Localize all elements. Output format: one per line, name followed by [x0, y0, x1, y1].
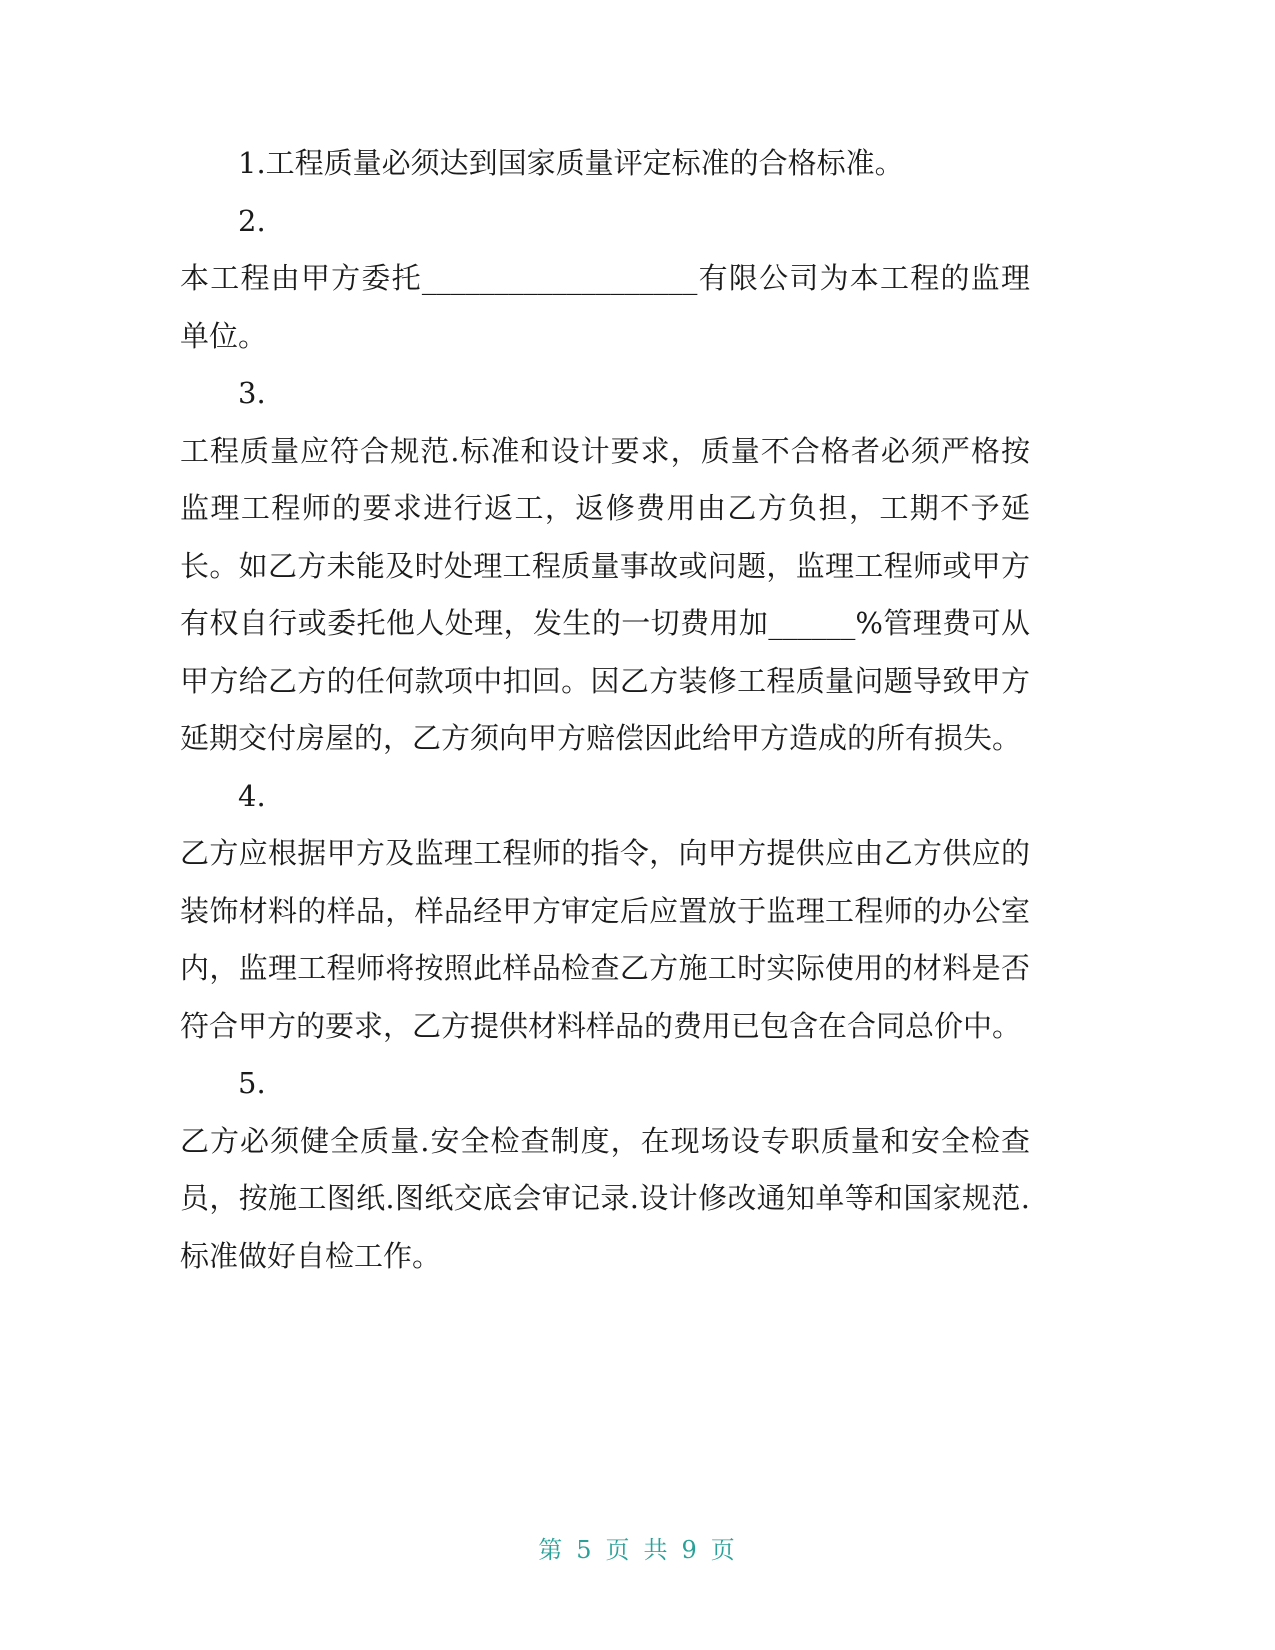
footer-label-unit: 页: [605, 1536, 632, 1564]
clause-number-3: 3.: [238, 376, 266, 410]
footer-current-page: 5: [576, 1536, 594, 1564]
footer-label-unit-2: 页: [710, 1536, 737, 1564]
clause-5-text: 乙方必须健全质量.安全检查制度，在现场设专职质量和安全检查员，按施工图纸.图纸交底会审记录.设计修改通知单等和国家规范.标准做好自检工作。: [180, 1123, 1030, 1273]
clause-number-4: 4.: [238, 778, 266, 813]
document-body: [180, 135, 1030, 1285]
page-footer: [0, 1530, 1275, 1565]
footer-label-page: 第: [538, 1536, 565, 1564]
clause-4-text: 乙方应根据甲方及监理工程师的指令，向甲方提供应由乙方供应的装饰材料的样品，样品经甲方审定后应置放于监理工程师的办公室内，监理工程师将按照此样品检查乙方施工时实际使用的材料是否符合甲方的要求，乙方提供材料样品的费用已包含在合同总价中。: [180, 836, 1030, 1043]
clause-number-2: 2.: [238, 203, 266, 238]
clause-3-text: 工程质量应符合规范.标准和设计要求，质量不合格者必须严格按监理工程师的要求进行返工，返修费用由乙方负担，工期不予延长。如乙方未能及时处理工程质量事故或问题，监理工程师或甲方有权自行或委托他人处理，发生的一切费用加______%管理费可从甲方给乙方的任何款项中扣回。因乙方装修工程质量问题导致甲方延期交付房屋的，乙方须向甲方赔偿因此给甲方造成的所有损失。: [180, 433, 1030, 755]
clause-2-text: 本工程由甲方委托___________________有限公司为本工程的监理单位。: [180, 261, 1030, 353]
footer-total-pages: 9: [681, 1536, 699, 1564]
clause-1: 1.工程质量必须达到国家质量评定标准的合格标准。: [238, 146, 904, 180]
clause-number-5: 5.: [238, 1066, 266, 1100]
footer-label-total: 共: [643, 1536, 670, 1564]
